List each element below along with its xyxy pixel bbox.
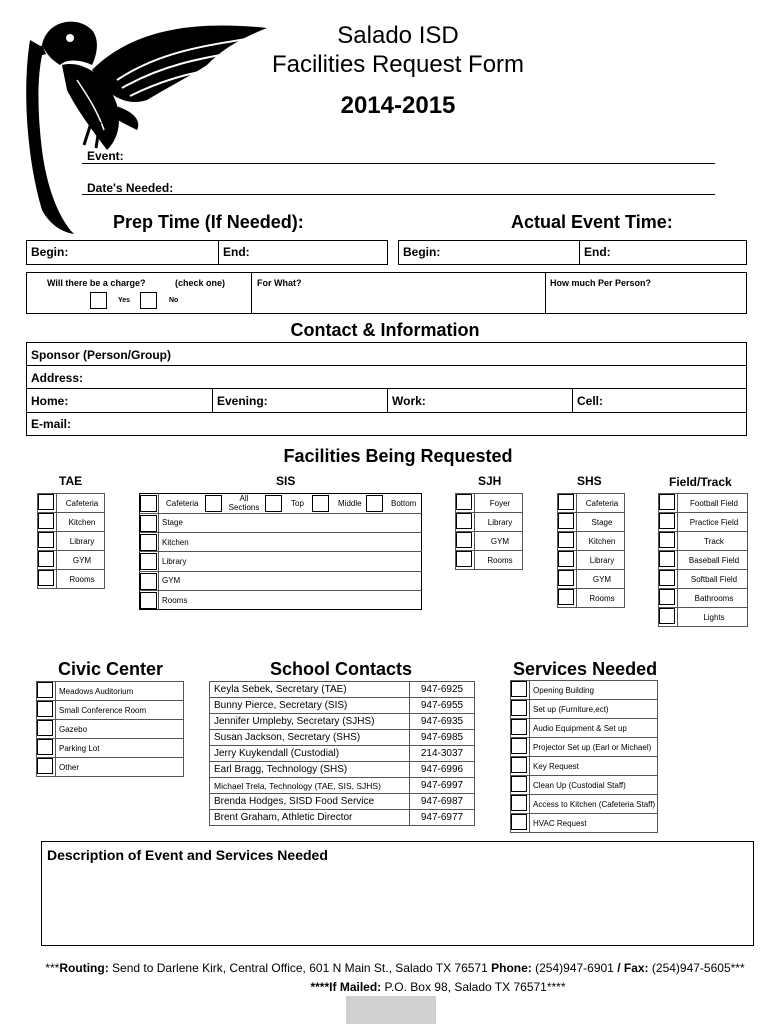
sis-all-sections-checkbox[interactable] [205,495,222,512]
sjh-library-checkbox[interactable] [456,513,472,529]
event-time-box [398,240,747,265]
gazebo-checkbox[interactable] [37,720,53,736]
shs-item-label: Kitchen [577,532,625,551]
baseball-field-checkbox[interactable] [659,551,675,567]
mail-prefix: **** [310,980,330,994]
field-row [659,532,748,551]
shs-row [558,570,625,589]
service-item-label: Set up (Furniture,ect) [530,700,658,719]
track-checkbox[interactable] [659,532,675,548]
shs-kitchen-checkbox[interactable] [558,532,574,548]
tae-row [38,551,105,570]
slash-separator: / [617,961,624,975]
school-contacts-title: School Contacts [270,659,413,679]
routing-text: Send to Darlene Kirk, Central Office, 601 N Main St., Salado TX 76571 [108,961,492,975]
tae-item-label: Kitchen [57,513,105,532]
contact-row [210,794,475,810]
tae-item-label: Rooms [57,570,105,589]
sis-all-sections-label: All Sections [228,494,260,512]
contact-row [210,730,475,746]
contact-phone: 947-6997 [410,778,475,794]
contact-name: Keyla Sebek, Secretary (TAE) [210,682,410,698]
sis-rule [139,571,422,572]
service-row [511,719,658,738]
routing-prefix: *** [45,961,60,975]
other-checkbox[interactable] [37,758,53,774]
event-time-divider [579,240,580,265]
service-item-label: HVAC Request [530,814,658,833]
evening-phone-field[interactable]: Evening: [217,394,268,408]
sis-title: SIS [276,474,296,488]
tae-kitchen-checkbox[interactable] [38,513,54,529]
audio-equipment-checkbox[interactable] [511,719,527,735]
sjh-row [456,532,523,551]
school-contacts-table [209,681,475,826]
mail-label: If Mailed: [329,980,382,994]
service-row [511,795,658,814]
football-field-checkbox[interactable] [659,494,675,510]
contact-vdiv-3 [572,388,573,412]
sis-cafeteria-label: Cafeteria [166,499,199,508]
shs-item-label: Stage [577,513,625,532]
tae-row [38,494,105,513]
sjh-foyer-checkbox[interactable] [456,494,472,510]
prep-time-box [26,240,388,265]
contact-name: Susan Jackson, Secretary (SHS) [210,730,410,746]
shs-item-label: Rooms [577,589,625,608]
civic-row [37,701,184,720]
field-item-label: Bathrooms [678,589,748,608]
service-row [511,681,658,700]
shs-item-label: Cafeteria [577,494,625,513]
sis-item-label: Stage [162,518,183,527]
shs-row [558,494,625,513]
sis-cafeteria-checkbox[interactable] [140,495,157,512]
small-conference-room-checkbox[interactable] [37,701,53,717]
sis-rule [139,532,422,533]
sjh-gym-checkbox[interactable] [456,532,472,548]
charge-yes-checkbox[interactable] [90,292,107,309]
charge-divider-1 [251,272,252,314]
contact-name: Brenda Hodges, SISD Food Service [210,794,410,810]
sis-bottom-checkbox[interactable] [366,495,383,512]
civic-center-title: Civic Center [58,659,164,679]
tae-item-label: Cafeteria [57,494,105,513]
charge-divider-2 [545,272,546,314]
sjh-row [456,494,523,513]
sis-bottom-label: Bottom [391,499,417,508]
sis-library-checkbox[interactable] [140,553,157,570]
sis-stage-checkbox[interactable] [140,515,157,532]
shs-row [558,589,625,608]
contact-vdiv-1 [212,388,213,412]
contact-name: Jerry Kuykendall (Custodial) [210,746,410,762]
prep-time-divider [218,240,219,265]
routing-label: Routing: [59,961,109,975]
service-row [511,776,658,795]
sis-rule [139,551,422,552]
shs-cafeteria-checkbox[interactable] [558,494,574,510]
setup-furniture-checkbox[interactable] [511,700,527,716]
civic-row [37,758,184,777]
field-row [659,513,748,532]
charge-no-label: No [169,297,179,304]
civic-row [37,739,184,758]
event-label: Event: [87,149,124,163]
shs-row [558,551,625,570]
fax-number: (254)947-5605*** [648,961,745,975]
contact-row [210,714,475,730]
shs-item-label: Library [577,551,625,570]
sis-kitchen-checkbox[interactable] [140,534,157,551]
field-item-label: Softball Field [678,570,748,589]
tae-row [38,513,105,532]
sis-item-label: Library [162,557,187,566]
field-item-label: Practice Field [678,513,748,532]
eagle-logo [22,10,272,235]
tae-cafeteria-checkbox[interactable] [38,494,54,510]
tae-rooms-checkbox[interactable] [38,570,54,586]
field-item-label: Lights [678,608,748,627]
sis-rule [139,513,422,514]
event-time-title: Actual Event Time: [511,212,673,232]
event-begin-field[interactable]: Begin: [403,245,441,259]
shs-row [558,513,625,532]
dates-needed-field[interactable] [82,193,715,195]
contact-rule-1 [26,365,747,366]
sjh-item-label: GYM [475,532,523,551]
contact-row [210,778,475,794]
tae-item-label: Library [57,532,105,551]
contact-name: Earl Bragg, Technology (SHS) [210,762,410,778]
home-phone-field[interactable]: Home: [31,394,69,408]
service-item-label: Audio Equipment & Set up [530,719,658,738]
fax-label: Fax: [623,961,649,975]
softball-field-checkbox[interactable] [659,570,675,586]
prep-begin-field[interactable]: Begin: [31,245,69,259]
service-row [511,814,658,833]
sjh-title: SJH [478,474,502,488]
facilities-title: Facilities Being Requested [283,446,513,466]
sjh-item-label: Foyer [475,494,523,513]
mail-address: P.O. Box 98, Salado TX 76571**** [381,980,566,994]
field-row [659,494,748,513]
shs-row [558,532,625,551]
civic-item-label: Other [56,758,184,777]
mailing-line [0,980,770,994]
contact-rule-3 [26,412,747,413]
civic-item-label: Small Conference Room [56,701,184,720]
practice-field-checkbox[interactable] [659,513,675,529]
field-row [659,570,748,589]
event-end-field[interactable]: End: [584,245,611,259]
phone-number: (254)947-6901 [531,961,618,975]
contact-phone: 947-6925 [410,682,475,698]
tae-item-label: GYM [57,551,105,570]
service-item-label: Key Request [530,757,658,776]
charge-yes-label: Yes [118,297,131,304]
charge-hint: (check one) [175,278,226,288]
sis-rooms-checkbox[interactable] [140,592,157,609]
contact-title: Contact & Information [290,320,480,340]
contact-name: Brent Graham, Athletic Director [210,810,410,826]
projector-setup-checkbox[interactable] [511,738,527,754]
civic-item-label: Gazebo [56,720,184,739]
field-item-label: Football Field [678,494,748,513]
contact-phone: 947-6955 [410,698,475,714]
address-field[interactable]: Address: [31,371,84,385]
form-title-line1: Salado ISD [337,22,459,49]
parking-lot-checkbox[interactable] [37,739,53,755]
school-year: 2014-2015 [340,92,456,119]
service-row [511,757,658,776]
routing-line [20,961,770,975]
sis-top-checkbox[interactable] [265,495,282,512]
shs-title: SHS [577,474,602,488]
sis-middle-label: Middle [338,499,362,508]
prep-end-field[interactable]: End: [223,245,250,259]
hvac-request-checkbox[interactable] [511,814,527,830]
sjh-rooms-checkbox[interactable] [456,551,472,567]
phone-label: Phone: [491,961,532,975]
contact-vdiv-2 [387,388,388,412]
contact-row [210,682,475,698]
contact-name: Jennifer Umpleby, Secretary (SJHS) [210,714,410,730]
tae-gym-checkbox[interactable] [38,551,54,567]
shs-gym-checkbox[interactable] [558,570,574,586]
shs-library-checkbox[interactable] [558,551,574,567]
form-title-line2: Facilities Request Form [271,51,525,78]
sis-item-label: Kitchen [162,538,189,547]
cell-phone-field[interactable]: Cell: [577,394,604,408]
contact-phone: 947-6996 [410,762,475,778]
civic-item-label: Parking Lot [56,739,184,758]
shs-rooms-checkbox[interactable] [558,589,574,605]
charge-question: Will there be a charge? [47,278,146,288]
key-request-checkbox[interactable] [511,757,527,773]
field-track-table [658,493,748,627]
field-item-label: Track [678,532,748,551]
sjh-item-label: Rooms [475,551,523,570]
opening-building-checkbox[interactable] [511,681,527,697]
meadows-auditorium-checkbox[interactable] [37,682,53,698]
shs-item-label: GYM [577,570,625,589]
civic-row [37,682,184,701]
civic-item-label: Meadows Auditorium [56,682,184,701]
service-item-label: Opening Building [530,681,658,700]
prep-time-title: Prep Time (If Needed): [113,212,304,232]
services-title: Services Needed [513,659,658,679]
description-title: Description of Event and Services Needed [47,847,328,863]
contact-name: Bunny Pierce, Secretary (SIS) [210,698,410,714]
tae-row [38,570,105,589]
sis-gym-checkbox[interactable] [140,573,157,590]
contact-phone: 947-6935 [410,714,475,730]
work-phone-field[interactable]: Work: [392,394,426,408]
civic-row [37,720,184,739]
service-item-label: Projector Set up (Earl or Michael) [530,738,658,757]
services-table [510,680,658,833]
sjh-row [456,513,523,532]
field-row [659,589,748,608]
email-field[interactable]: E-mail: [31,417,72,431]
tae-library-checkbox[interactable] [38,532,54,548]
contact-row [210,698,475,714]
service-row [511,738,658,757]
field-row [659,608,748,627]
sis-item-label: GYM [162,576,181,585]
shs-table [557,493,625,608]
sis-top-label: Top [291,499,304,508]
tae-row [38,532,105,551]
contact-phone: 947-6985 [410,730,475,746]
event-field[interactable] [82,162,715,164]
contact-phone: 214-3037 [410,746,475,762]
per-person-field[interactable]: How much Per Person? [550,278,652,288]
field-item-label: Baseball Field [678,551,748,570]
contact-phone: 947-6987 [410,794,475,810]
sis-middle-checkbox[interactable] [312,495,329,512]
tae-table [37,493,105,589]
service-item-label: Clean Up (Custodial Staff) [530,776,658,795]
civic-center-table [36,681,184,777]
sis-col-divider [158,493,159,610]
shs-stage-checkbox[interactable] [558,513,574,529]
contact-row [210,746,475,762]
contact-name: Michael Trela, Technology (TAE, SIS, SJHS) [210,778,410,794]
bathrooms-checkbox[interactable] [659,589,675,605]
contact-row [210,762,475,778]
charge-no-checkbox[interactable] [140,292,157,309]
sis-rule [139,590,422,591]
sjh-table [455,493,523,570]
for-what-field[interactable]: For What? [257,278,302,288]
field-track-title: Field/Track [669,475,732,489]
contact-phone: 947-6977 [410,810,475,826]
service-item-label: Access to Kitchen (Cafeteria Staff) [530,795,658,814]
lights-checkbox[interactable] [659,608,675,624]
kitchen-access-checkbox[interactable] [511,795,527,811]
dates-needed-label: Date's Needed: [87,181,174,195]
field-row [659,551,748,570]
service-row [511,700,658,719]
contact-row [210,810,475,826]
clean-up-checkbox[interactable] [511,776,527,792]
footer-gray-bar [346,996,436,1024]
tae-title: TAE [59,474,83,488]
sjh-row [456,551,523,570]
sjh-item-label: Library [475,513,523,532]
sponsor-field[interactable]: Sponsor (Person/Group) [31,348,172,362]
sis-item-label: Rooms [162,596,188,605]
